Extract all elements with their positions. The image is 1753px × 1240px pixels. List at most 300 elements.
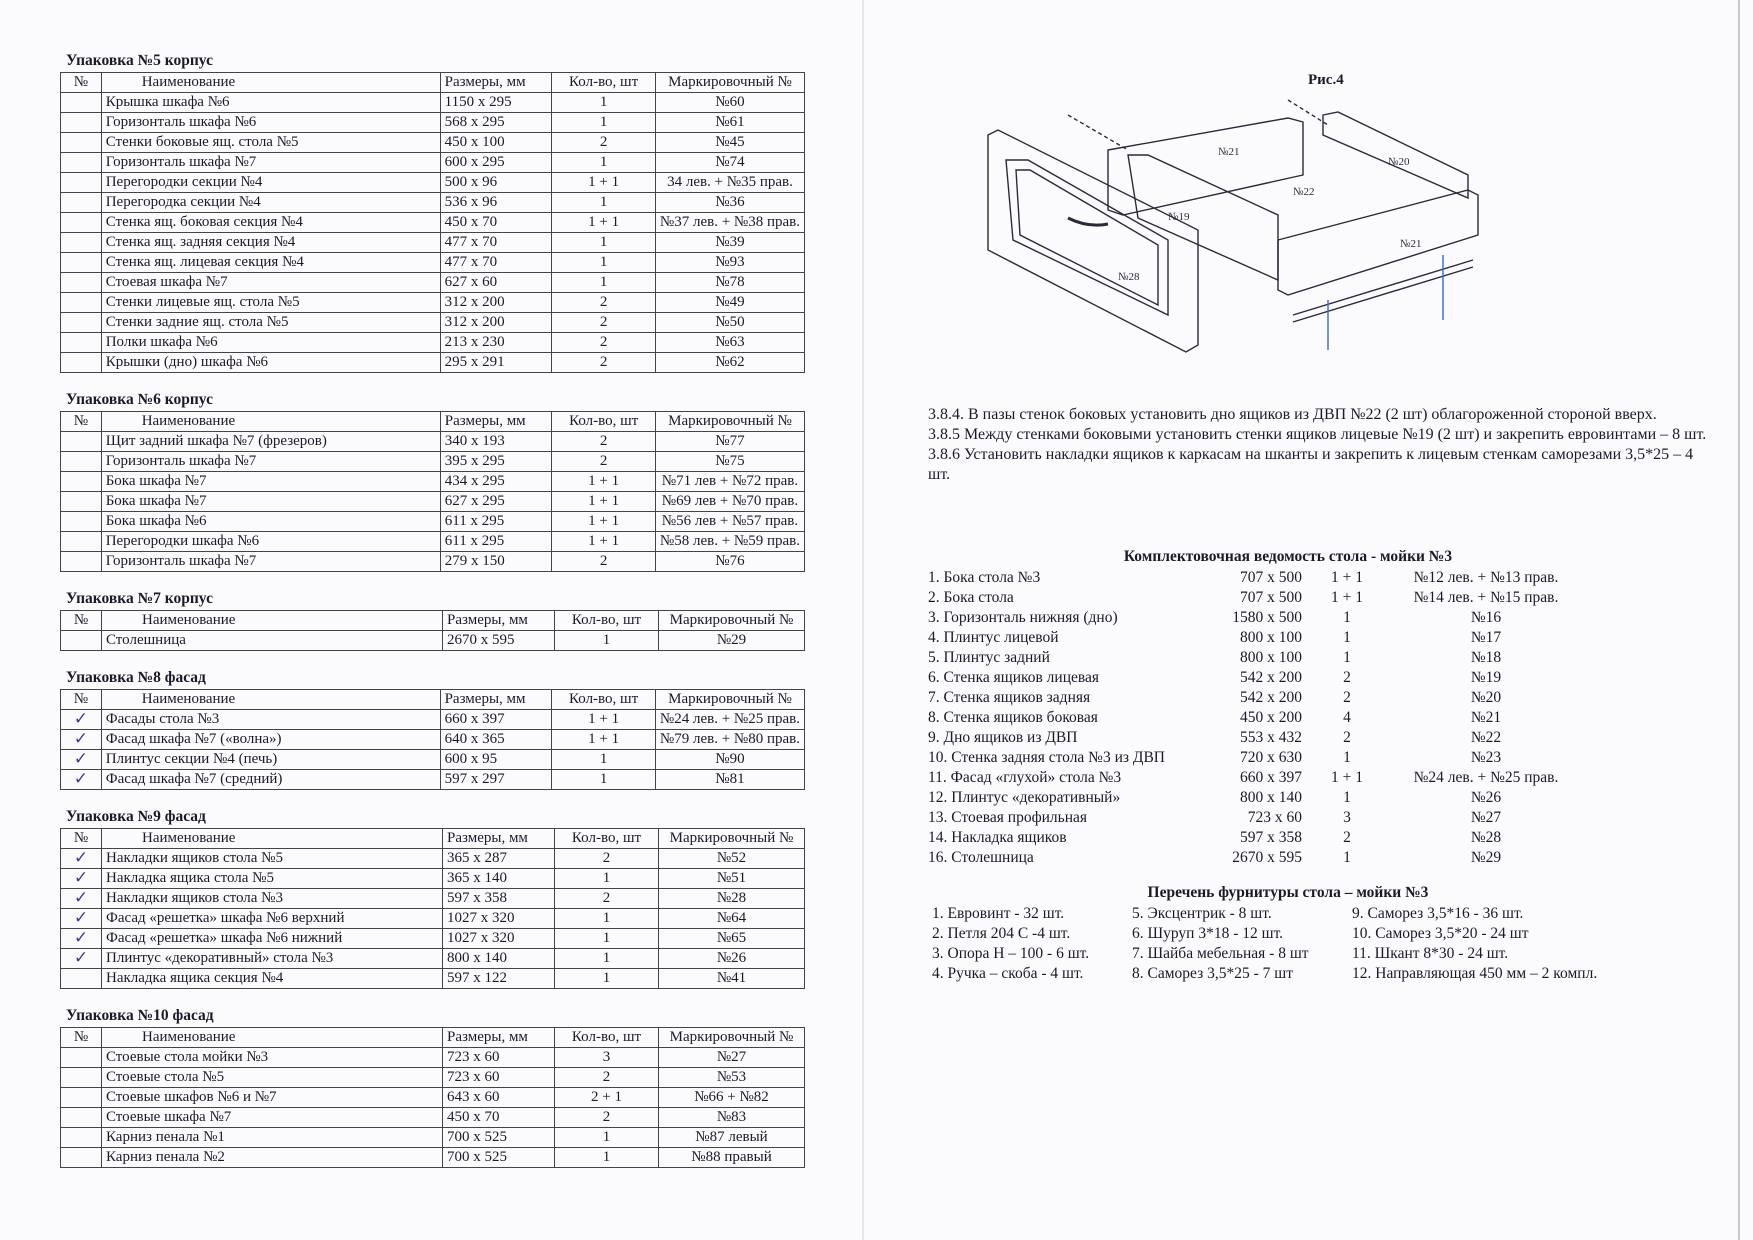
check-mark-icon [61,193,102,213]
check-mark-icon [61,1148,102,1168]
spec-qty: 1 [1343,649,1351,666]
label-side-right: №21 [1400,238,1422,250]
header-size: Размеры, мм [440,690,552,710]
header-num: № [61,690,102,710]
spec-mark: №28 [1470,829,1502,846]
cell-size: 312 x 200 [440,293,552,313]
cell-mark: №58 лев. + №59 прав. [655,532,804,552]
cell-mark: №63 [655,333,804,353]
cell-name: Перегородки секции №4 [101,173,440,193]
spec-qty: 2 [1343,669,1351,686]
check-mark-icon: ✓ [61,730,102,750]
spec-size: 800 x 140 [1240,789,1302,806]
table-row [61,153,805,173]
package-table [60,689,805,790]
check-mark-icon [61,472,102,492]
cell-qty: 1 [552,153,656,173]
spec-name: 7. Стенка ящиков задняя [928,689,1091,706]
package-title: Упаковка №6 корпус [66,391,213,408]
table-row [61,273,805,293]
cell-mark: №41 [659,969,805,989]
check-mark-icon [61,113,102,133]
check-mark-icon [61,293,102,313]
cell-mark: №93 [655,253,804,273]
check-mark-icon: ✓ [61,869,102,889]
cell-size: 723 x 60 [443,1048,555,1068]
cell-size: 340 x 193 [440,432,552,452]
cell-qty: 1 [552,113,656,133]
check-mark-icon [61,353,102,373]
header-name: Наименование [102,1028,443,1048]
table-row [61,730,805,750]
label-bottom: №22 [1293,186,1315,198]
cell-qty: 2 + 1 [555,1088,659,1108]
spec-name: 9. Дно ящиков из ДВП [928,729,1078,746]
spec-name: 14. Накладка ящиков [928,829,1067,846]
cell-size: 450 x 100 [440,133,552,153]
spec-mark: №22 [1470,729,1502,746]
header-size: Размеры, мм [443,611,555,631]
spec-item [928,748,1718,768]
cell-size: 365 x 287 [443,849,555,869]
cell-mark: №88 правый [659,1148,805,1168]
spec-mark: №29 [1470,849,1502,866]
check-mark-icon: ✓ [61,909,102,929]
cell-qty: 1 [552,273,656,293]
cell-name: Фасад шкафа №7 (средний) [101,770,440,790]
cell-name: Накладки ящиков стола №5 [102,849,443,869]
table-header-row [61,412,805,432]
cell-name: Стенка ящ. боковая секция №4 [101,213,440,233]
spec-size: 723 x 60 [1247,809,1302,826]
cell-qty: 2 [555,849,659,869]
package-title: Упаковка №7 корпус [66,590,213,607]
cell-qty: 2 [552,452,656,472]
spec-size: 800 x 100 [1240,629,1302,646]
cell-mark: 34 лев. + №35 прав. [655,173,804,193]
cell-name: Перегородка секции №4 [101,193,440,213]
table-row [61,909,805,929]
package-table [60,411,805,572]
cell-name: Бока шкафа №7 [101,472,440,492]
table-header-row [61,73,805,93]
cell-size: 627 x 295 [440,492,552,512]
table-header-row [61,690,805,710]
check-mark-icon [61,631,102,651]
check-mark-icon [61,552,102,572]
hardware-item: 5. Эксцентрик - 8 шт. [1132,905,1272,922]
check-mark-icon [61,273,102,293]
cell-name: Горизонталь шкафа №7 [101,452,440,472]
cell-mark: №26 [659,949,805,969]
cell-qty: 1 [552,233,656,253]
cell-name: Стенки лицевые ящ. стола №5 [101,293,440,313]
spec-size: 800 x 100 [1240,649,1302,666]
cell-size: 723 x 60 [443,1068,555,1088]
cell-size: 597 x 297 [440,770,552,790]
check-mark-icon [61,432,102,452]
cell-size: 800 x 140 [443,949,555,969]
header-qty: Кол-во, шт [552,690,656,710]
cell-mark: №69 лев + №70 прав. [655,492,804,512]
header-num: № [61,829,102,849]
spec-item [928,648,1718,668]
cell-name: Стенки боковые ящ. стола №5 [101,133,440,153]
spec-size: 660 x 397 [1240,769,1302,786]
hardware-item: 1. Евровинт - 32 шт. [932,905,1065,922]
cell-size: 295 x 291 [440,353,552,373]
cell-mark: №79 лев. + №80 прав. [655,730,804,750]
cell-qty: 2 [552,432,656,452]
header-mark: Маркировочный № [655,690,804,710]
spec-item [928,608,1718,628]
cell-qty: 1 [552,770,656,790]
hardware-row [928,944,1718,964]
spec-mark: №14 лев. + №15 прав. [1413,589,1559,606]
package-title: Упаковка №8 фасад [66,669,206,686]
cell-mark: №62 [655,353,804,373]
step-3-8-6: 3.8.6 Установить накладки ящиков к каркасам на шканты и закрепить к лицевым стенкам саморезами 3,5*25 – 4 шт. [928,446,1694,483]
table-row [61,1068,805,1088]
cell-qty: 2 [555,1068,659,1088]
header-qty: Кол-во, шт [555,611,659,631]
header-mark: Маркировочный № [659,611,805,631]
cell-name: Горизонталь шкафа №7 [101,153,440,173]
table-row [61,173,805,193]
check-mark-icon: ✓ [61,750,102,770]
spec-item [928,688,1718,708]
cell-qty: 1 [555,969,659,989]
cell-mark: №39 [655,233,804,253]
table-row [61,1108,805,1128]
cell-size: 597 x 358 [443,889,555,909]
table-row [61,1128,805,1148]
spec-name: 4. Плинтус лицевой [928,629,1059,646]
header-size: Размеры, мм [443,829,555,849]
header-num: № [61,1028,102,1048]
cell-name: Стоевые шкафов №6 и №7 [102,1088,443,1108]
package-title: Упаковка №9 фасад [66,808,206,825]
spec-item [928,668,1718,688]
hardware-row [928,964,1718,984]
spec-mark: №17 [1470,629,1502,646]
header-size: Размеры, мм [440,73,552,93]
spec-sheet [928,548,1718,868]
cell-mark: №78 [655,273,804,293]
spec-name: 16. Столешница [928,849,1034,866]
check-mark-icon [61,333,102,353]
cell-mark: №36 [655,193,804,213]
spec-item [928,728,1718,748]
drawer-side-left [1128,155,1278,280]
hardware-item: 2. Петля 204 С -4 шт. [932,925,1071,942]
label-side-back: №21 [1218,146,1240,158]
cell-name: Карниз пенала №2 [102,1148,443,1168]
hardware-row [928,924,1718,944]
cell-mark: №77 [655,432,804,452]
step-3-8-5: 3.8.5 Между стенками боковыми установить стенки ящиков лицевые №19 (2 шт) и закрепить евровинтами – 8 шт. [928,426,1707,443]
spec-size: 597 x 358 [1240,829,1302,846]
spec-mark: №23 [1470,749,1502,766]
cell-name: Плинтус «декоративный» стола №3 [102,949,443,969]
table-row [61,233,805,253]
spec-size: 2670 x 595 [1232,849,1302,866]
spec-qty: 4 [1343,709,1351,726]
spec-size: 707 x 500 [1240,589,1302,606]
cell-mark: №53 [659,1068,805,1088]
check-mark-icon [61,313,102,333]
header-mark: Маркировочный № [659,829,805,849]
check-mark-icon [61,492,102,512]
cell-size: 450 x 70 [440,213,552,233]
cell-name: Стоевые шкафа №7 [102,1108,443,1128]
header-name: Наименование [101,73,440,93]
cell-size: 640 x 365 [440,730,552,750]
table-row [61,532,805,552]
table-row [61,1148,805,1168]
cell-mark: №24 лев. + №25 прав. [655,710,804,730]
header-qty: Кол-во, шт [555,1028,659,1048]
cell-name: Крышка шкафа №6 [101,93,440,113]
cell-mark: №28 [659,889,805,909]
spec-qty: 2 [1343,729,1351,746]
cell-size: 611 x 295 [440,512,552,532]
cell-name: Карниз пенала №1 [102,1128,443,1148]
table-row [61,333,805,353]
table-row [61,193,805,213]
spec-size: 1580 x 500 [1232,609,1302,626]
table-row [61,512,805,532]
spec-qty: 3 [1343,809,1351,826]
package-table [60,72,805,373]
header-mark: Маркировочный № [659,1028,805,1048]
table-row [61,949,805,969]
cell-size: 2670 x 595 [443,631,555,651]
cell-qty: 1 [555,1128,659,1148]
cell-name: Фасады стола №3 [101,710,440,730]
table-row [61,969,805,989]
hardware-item: 11. Шкант 8*30 - 24 шт. [1352,945,1509,962]
cell-size: 611 x 295 [440,532,552,552]
spec-item [928,828,1718,848]
spec-mark: №16 [1470,609,1502,626]
header-num: № [61,412,102,432]
cell-size: 434 x 295 [440,472,552,492]
cell-mark: №49 [655,293,804,313]
table-header-row [61,1028,805,1048]
cell-qty: 2 [552,353,656,373]
check-mark-icon [61,213,102,233]
cell-mark: №66 + №82 [659,1088,805,1108]
hardware-item: 3. Опора Н – 100 - 6 шт. [932,945,1090,962]
cell-qty: 2 [552,333,656,353]
cell-mark: №74 [655,153,804,173]
table-row [61,869,805,889]
cell-size: 395 x 295 [440,452,552,472]
cell-name: Бока шкафа №7 [101,492,440,512]
table-row [61,1048,805,1068]
cell-name: Фасад «решетка» шкафа №6 верхний [102,909,443,929]
spec-item [928,708,1718,728]
cell-qty: 2 [555,1108,659,1128]
spec-mark: №24 лев. + №25 прав. [1413,769,1559,786]
cell-size: 312 x 200 [440,313,552,333]
header-mark: Маркировочный № [655,412,804,432]
page-fold [862,0,864,1240]
drawer-assembly-drawing [968,90,1528,380]
cell-size: 536 x 96 [440,193,552,213]
cell-name: Фасад «решетка» шкафа №6 нижний [102,929,443,949]
cell-name: Щит задний шкафа №7 (фрезеров) [101,432,440,452]
spec-mark: №20 [1470,689,1502,706]
package-table [60,828,805,989]
drawer-back-wall [1323,112,1468,198]
cell-size: 1150 x 295 [440,93,552,113]
cell-size: 477 x 70 [440,233,552,253]
check-mark-icon [61,512,102,532]
cell-name: Крышки (дно) шкафа №6 [101,353,440,373]
cell-name: Стоевая шкафа №7 [101,273,440,293]
spec-mark: №18 [1470,649,1502,666]
check-mark-icon [61,1128,102,1148]
header-num: № [61,73,102,93]
spec-mark: №26 [1470,789,1502,806]
cell-qty: 1 + 1 [552,472,656,492]
cell-size: 450 x 70 [443,1108,555,1128]
cell-qty: 1 + 1 [552,710,656,730]
header-mark: Маркировочный № [655,73,804,93]
cell-size: 643 x 60 [443,1088,555,1108]
header-num: № [61,611,102,631]
check-mark-icon [61,93,102,113]
cell-qty: 2 [552,133,656,153]
cell-qty: 2 [552,293,656,313]
spec-name: 6. Стенка ящиков лицевая [928,669,1100,686]
hardware-item: 10. Саморез 3,5*20 - 24 шт [1352,925,1529,942]
spec-name: 11. Фасад «глухой» стола №3 [928,769,1122,786]
spec-name: 1. Бока стола №3 [928,569,1041,586]
check-mark-icon [61,532,102,552]
hardware-item: 8. Саморез 3,5*25 - 7 шт [1132,965,1293,982]
cell-name: Стенка ящ. лицевая секция №4 [101,253,440,273]
cell-size: 600 x 95 [440,750,552,770]
cell-name: Бока шкафа №6 [101,512,440,532]
table-row [61,631,805,651]
assembly-steps [928,405,1718,485]
hardware-item: 12. Направляющая 450 мм – 2 компл. [1352,965,1598,982]
check-mark-icon: ✓ [61,889,102,909]
header-qty: Кол-во, шт [552,73,656,93]
cell-size: 477 x 70 [440,253,552,273]
cell-mark: №75 [655,452,804,472]
spec-item [928,848,1718,868]
header-qty: Кол-во, шт [552,412,656,432]
check-mark-icon [61,452,102,472]
header-size: Размеры, мм [440,412,552,432]
cell-mark: №29 [659,631,805,651]
cell-name: Стоевые стола мойки №3 [102,1048,443,1068]
spec-title: Комплектовочная ведомость стола - мойки №3 [1123,548,1453,565]
hardware-item: 9. Саморез 3,5*16 - 36 шт. [1352,905,1524,922]
hardware-title: Перечень фурнитуры стола – мойки №3 [1147,884,1429,901]
cell-qty: 1 [555,631,659,651]
check-mark-icon [61,1088,102,1108]
spec-item [928,808,1718,828]
spec-mark: №19 [1470,669,1502,686]
package-title: Упаковка №5 корпус [66,52,213,69]
table-row [61,313,805,333]
table-row [61,133,805,153]
cell-qty: 1 + 1 [552,173,656,193]
spec-mark: №27 [1470,809,1502,826]
cell-qty: 1 [555,869,659,889]
spec-qty: 1 [1343,749,1351,766]
cell-mark: №51 [659,869,805,889]
cell-size: 700 x 525 [443,1128,555,1148]
spec-qty: 1 [1343,849,1351,866]
cell-qty: 2 [555,889,659,909]
table-row [61,472,805,492]
cell-mark: №52 [659,849,805,869]
cell-size: 600 x 295 [440,153,552,173]
check-mark-icon: ✓ [61,949,102,969]
table-row [61,353,805,373]
cell-size: 597 x 122 [443,969,555,989]
cell-qty: 1 [555,909,659,929]
cell-size: 1027 x 320 [443,909,555,929]
cell-mark: №45 [655,133,804,153]
package-table [60,1027,805,1168]
package-title: Упаковка №10 фасад [66,1007,214,1024]
cell-qty: 1 + 1 [552,512,656,532]
cell-qty: 1 + 1 [552,213,656,233]
cell-mark: №71 лев + №72 прав. [655,472,804,492]
check-mark-icon [61,1068,102,1088]
cell-mark: №27 [659,1048,805,1068]
table-row [61,750,805,770]
spec-name: 8. Стенка ящиков боковая [928,709,1098,726]
cell-qty: 1 + 1 [552,532,656,552]
spec-size: 542 x 200 [1240,669,1302,686]
table-row [61,1088,805,1108]
cell-name: Горизонталь шкафа №7 [101,552,440,572]
check-mark-icon: ✓ [61,929,102,949]
table-row [61,93,805,113]
cell-mark: №83 [659,1108,805,1128]
header-name: Наименование [102,829,443,849]
table-row [61,770,805,790]
package-table [60,610,805,651]
spec-qty: 2 [1343,689,1351,706]
cell-mark: №76 [655,552,804,572]
cell-size: 365 x 140 [443,869,555,889]
spec-name: 2. Бока стола [928,589,1014,606]
check-mark-icon [61,153,102,173]
cell-mark: №65 [659,929,805,949]
spec-mark: №12 лев. + №13 прав. [1413,569,1559,586]
check-mark-icon [61,253,102,273]
spec-item [928,588,1718,608]
table-row [61,293,805,313]
cell-mark: №81 [655,770,804,790]
spec-qty: 1 + 1 [1331,569,1363,586]
cell-qty: 1 [552,93,656,113]
spec-qty: 1 + 1 [1331,769,1363,786]
header-name: Наименование [101,690,440,710]
hardware-row [928,904,1718,924]
spec-name: 5. Плинтус задний [928,649,1050,666]
header-qty: Кол-во, шт [555,829,659,849]
